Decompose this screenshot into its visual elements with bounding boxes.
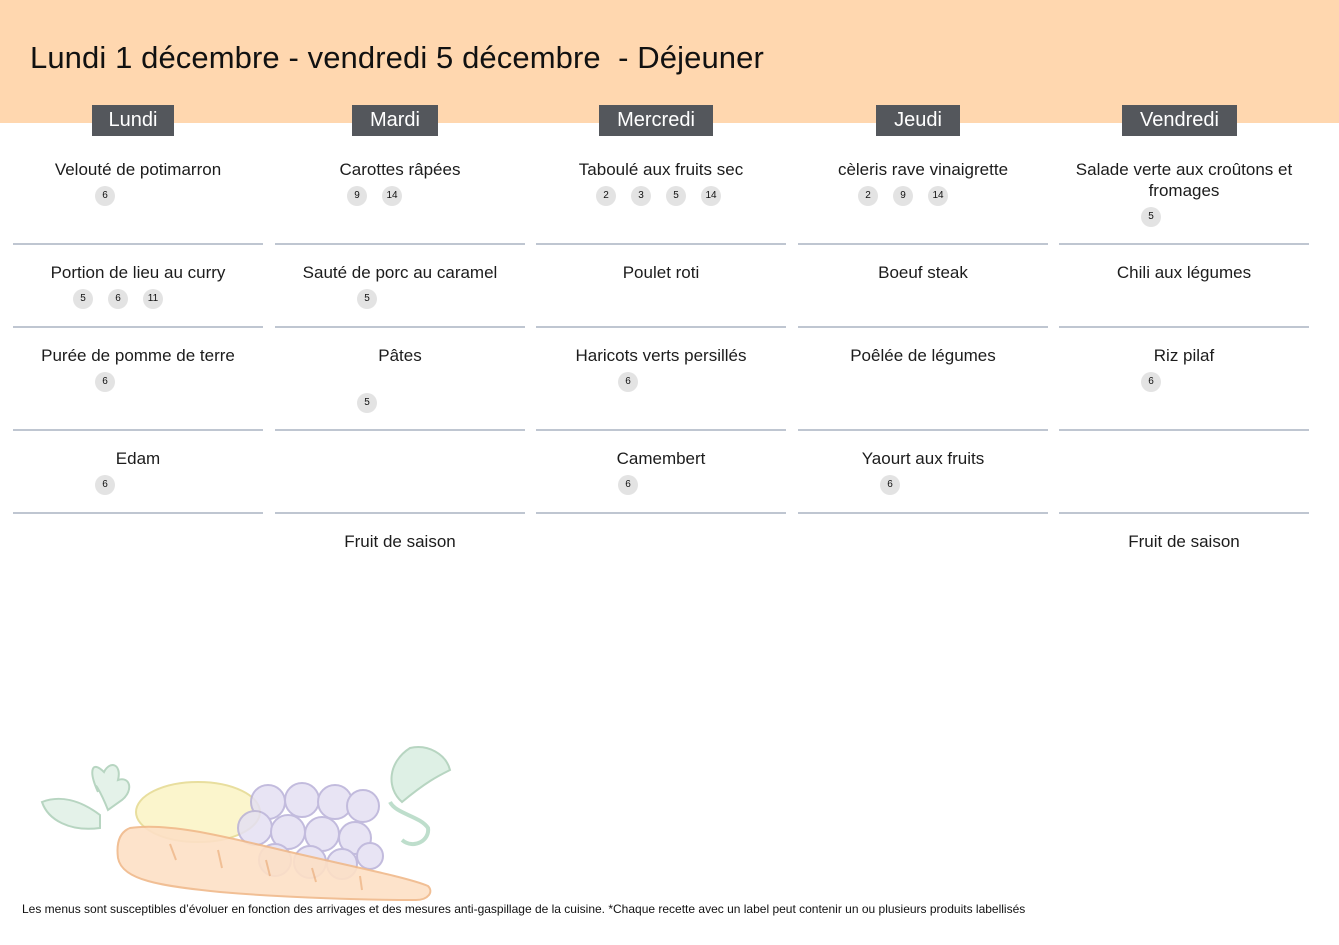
- allergen-badge: 5: [1141, 207, 1161, 227]
- dish-name: Fruit de saison: [344, 532, 456, 551]
- allergen-badge: 6: [95, 372, 115, 392]
- allergen-badge: 2: [858, 186, 878, 206]
- row-divider: [798, 326, 1048, 328]
- row-divider: [536, 512, 786, 514]
- allergen-badge: 5: [357, 393, 377, 413]
- dish-name: Portion de lieu au curry: [50, 263, 226, 282]
- allergen-badge: 14: [701, 186, 721, 206]
- allergen-badge: 6: [618, 372, 638, 392]
- row-divider: [13, 243, 263, 245]
- page-title: Lundi 1 décembre - vendredi 5 décembre - Déjeuner: [30, 40, 764, 75]
- dish-name: Velouté de potimarron: [54, 160, 222, 179]
- row-divider: [275, 512, 525, 514]
- allergen-badge: 6: [1141, 372, 1161, 392]
- allergen-badge: 9: [347, 186, 367, 206]
- row-divider: [536, 429, 786, 431]
- dish-name: Yaourt aux fruits: [861, 449, 985, 468]
- row-divider: [13, 429, 263, 431]
- allergen-badge: 6: [95, 475, 115, 495]
- row-divider: [798, 243, 1048, 245]
- dish-name: Sauté de porc au caramel: [302, 263, 498, 282]
- row-divider: [275, 326, 525, 328]
- allergen-badge: 6: [108, 289, 128, 309]
- row-divider: [536, 326, 786, 328]
- row-divider: [798, 429, 1048, 431]
- dish-name: Salade verte aux croûtons et fromages: [1075, 160, 1293, 200]
- day-header: Vendredi: [1122, 105, 1237, 136]
- dish-name: Camembert: [616, 449, 706, 468]
- dish-name: Boeuf steak: [878, 263, 968, 282]
- row-divider: [13, 512, 263, 514]
- row-divider: [275, 429, 525, 431]
- dish-name: Riz pilaf: [1153, 346, 1215, 365]
- dish-name: Taboulé aux fruits sec: [578, 160, 744, 179]
- dish-name: Carottes râpées: [339, 160, 461, 179]
- row-divider: [1059, 243, 1309, 245]
- row-divider: [536, 243, 786, 245]
- row-divider: [1059, 429, 1309, 431]
- allergen-badge: 2: [596, 186, 616, 206]
- day-header: Jeudi: [876, 105, 960, 136]
- row-divider: [275, 243, 525, 245]
- dish-name: Fruit de saison: [1128, 532, 1240, 551]
- row-divider: [1059, 326, 1309, 328]
- allergen-badge: 6: [618, 475, 638, 495]
- dish-name: Haricots verts persillés: [575, 346, 747, 365]
- row-divider: [13, 326, 263, 328]
- dish-name: Poêlée de légumes: [850, 346, 996, 365]
- allergen-badge: 9: [893, 186, 913, 206]
- dish-name: Pâtes: [378, 346, 422, 365]
- allergen-badge: 5: [73, 289, 93, 309]
- dish-name: Purée de pomme de terre: [41, 346, 235, 365]
- allergen-badge: 11: [143, 289, 163, 309]
- vegetables-illustration: [30, 740, 470, 910]
- allergen-badge: 14: [382, 186, 402, 206]
- allergen-badge: 3: [631, 186, 651, 206]
- row-divider: [1059, 512, 1309, 514]
- allergen-badge: 5: [357, 289, 377, 309]
- day-header: Lundi: [92, 105, 174, 136]
- row-divider: [798, 512, 1048, 514]
- footer-note: Les menus sont susceptibles d’évoluer en fonction des arrivages et des mesures anti-gaspillage de la cuisine. *Chaque recette avec un label peut contenir un ou plusieurs produits labellisés: [22, 902, 1026, 916]
- allergen-badge: 14: [928, 186, 948, 206]
- dish-name: cèleris rave vinaigrette: [837, 160, 1009, 179]
- allergen-badge: 5: [666, 186, 686, 206]
- dish-name: Chili aux légumes: [1116, 263, 1252, 282]
- dish-name: Edam: [115, 449, 161, 468]
- day-header: Mercredi: [599, 105, 713, 136]
- day-header: Mardi: [352, 105, 438, 136]
- allergen-badge: 6: [95, 186, 115, 206]
- allergen-badge: 6: [880, 475, 900, 495]
- dish-name: Poulet roti: [622, 263, 700, 282]
